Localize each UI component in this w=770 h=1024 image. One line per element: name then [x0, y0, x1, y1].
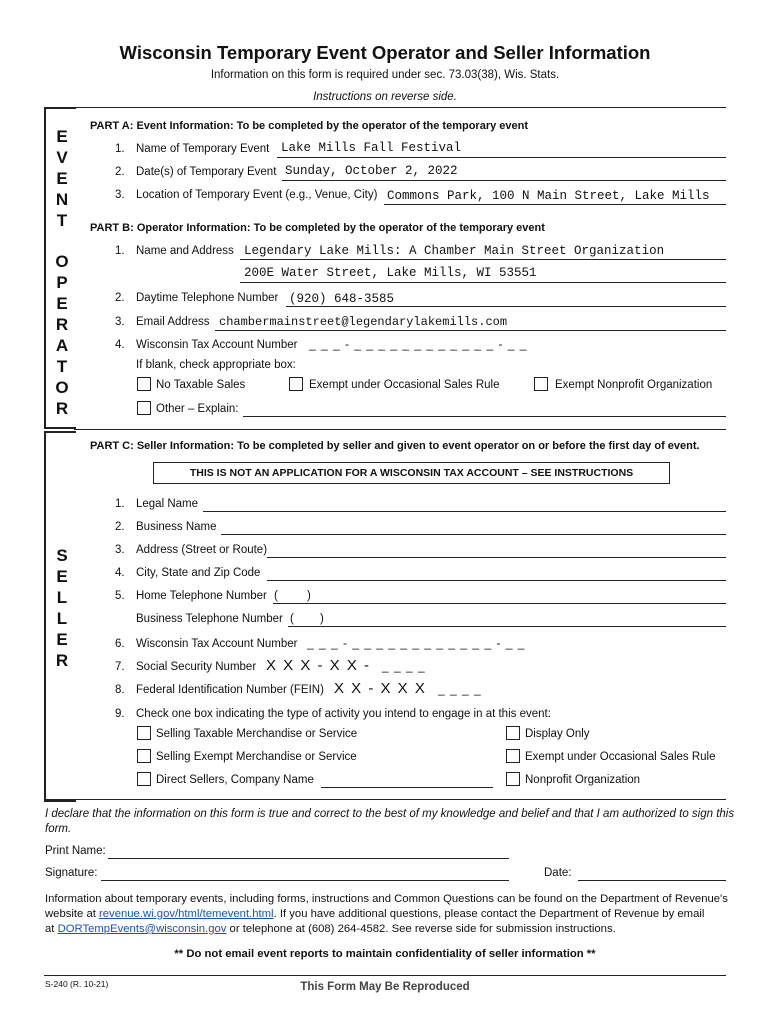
part-c-q4-num: 4. [115, 567, 125, 579]
event-side-letter: N [55, 190, 69, 209]
seller-side-letter: R [55, 651, 69, 670]
other-checkbox[interactable] [137, 401, 151, 415]
part-c-q2-num: 2. [115, 521, 125, 533]
exempt-nonprofit-checkbox[interactable] [534, 377, 548, 391]
event-name-field[interactable]: Lake Mills Fall Festival [281, 141, 462, 155]
part-b-heading: PART B: Operator Information: To be completed by the operator of the temporary event [90, 222, 545, 234]
business-phone-paren-close: ) [320, 613, 324, 625]
operator-side-letter: P [56, 273, 68, 292]
footer-rule [44, 975, 726, 976]
operator-phone-field[interactable]: (920) 648-3585 [289, 292, 395, 306]
other-explain-field[interactable] [243, 416, 726, 417]
event-side-letter: E [56, 169, 68, 188]
part-a-q3-num: 3. [115, 189, 125, 201]
seller-address-field[interactable] [267, 557, 726, 558]
event-side-letter: E [56, 127, 68, 146]
seller-side-letter: S [56, 546, 68, 565]
part-c-q1-num: 1. [115, 498, 125, 510]
operator-side-letter: O [55, 378, 69, 397]
event-side-letter: V [56, 148, 68, 167]
business-phone-paren-open: ( [290, 613, 294, 625]
legal-name-field[interactable] [203, 511, 726, 512]
form-title: Wisconsin Temporary Event Operator and Seller Information [119, 42, 651, 63]
signature-field[interactable] [101, 880, 509, 881]
operator-email-line [215, 330, 726, 331]
part-c-q8-num: 8. [115, 684, 125, 696]
part-a-q3-label: Location of Temporary Event (e.g., Venue, City) [136, 189, 378, 201]
ssn-field[interactable]: _ _ _ _ [382, 659, 426, 673]
display-only-label: Display Only [525, 728, 590, 740]
part-c-q2-label: Business Name [136, 521, 217, 533]
section-divider [74, 429, 726, 430]
home-phone-paren-close: ) [307, 590, 311, 602]
temevent-link[interactable]: revenue.wi.gov/html/temevent.html [99, 908, 274, 920]
company-name-field[interactable] [321, 787, 493, 788]
part-c-heading: PART C: Seller Information: To be completed by seller and given to event operator on or before the first day of event. [90, 440, 700, 452]
other-label: Other – Explain: [156, 403, 239, 415]
operator-address-field[interactable]: 200E Water Street, Lake Mills, WI 53551 [244, 266, 537, 280]
part-a-q1-num: 1. [115, 143, 125, 155]
operator-name-line [240, 259, 726, 260]
date-label: Date: [544, 867, 572, 879]
seller-side-letter: L [56, 609, 68, 628]
selling-exempt-label: Selling Exempt Merchandise or Service [156, 751, 357, 763]
seller-side-letter: E [56, 567, 68, 586]
exempt-nonprofit-label: Exempt Nonprofit Organization [555, 379, 713, 391]
exempt-occasional-label: Exempt under Occasional Sales Rule [309, 379, 500, 391]
part-b-q3-num: 3. [115, 316, 125, 328]
selling-taxable-label: Selling Taxable Merchandise or Service [156, 728, 358, 740]
event-date-line [282, 180, 726, 181]
event-name-line [277, 157, 726, 158]
city-state-zip-field[interactable] [267, 580, 726, 581]
operator-side-letter: A [55, 336, 69, 355]
part-b-q2-label: Daytime Telephone Number [136, 292, 279, 304]
part-a-q2-label: Date(s) of Temporary Event [136, 166, 277, 178]
part-b-q1-num: 1. [115, 245, 125, 257]
part-c-q3-label: Address (Street or Route) [136, 544, 268, 556]
no-taxable-sales-label: No Taxable Sales [156, 379, 246, 391]
form-id: S-240 (R. 10-21) [45, 979, 109, 989]
part-c-q9-num: 9. [115, 708, 125, 720]
operator-side-letter: R [55, 315, 69, 334]
ssn-mask: X X X - X X - [266, 657, 371, 674]
operator-side-letter: R [55, 399, 69, 418]
operator-address-line [240, 282, 726, 283]
part-c-q7-num: 7. [115, 661, 125, 673]
business-phone-label: Business Telephone Number [136, 613, 283, 625]
email-warning: ** Do not email event reports to maintain confidentiality of seller information ** [174, 948, 596, 960]
print-name-field[interactable] [108, 858, 509, 859]
selling-taxable-checkbox[interactable] [137, 726, 151, 740]
part-c-q9-label: Check one box indicating the type of activity you intend to engage in at this event: [136, 708, 551, 720]
business-phone-field[interactable] [288, 626, 726, 627]
bottom-rule [44, 799, 726, 800]
fein-mask: X X - X X X [334, 680, 427, 697]
part-c-q3-num: 3. [115, 544, 125, 556]
dor-email-link[interactable]: DORTempEvents@wisconsin.gov [57, 923, 227, 935]
part-a-q2-num: 2. [115, 166, 125, 178]
part-b-q3-label: Email Address [136, 316, 210, 328]
info-line-3a: at [45, 923, 58, 935]
operator-email-field[interactable]: chambermainstreet@legendarylakemills.com [219, 315, 508, 329]
seller-exempt-occasional-label: Exempt under Occasional Sales Rule [525, 751, 716, 763]
event-side-letter: T [56, 211, 68, 230]
home-phone-field[interactable] [273, 603, 726, 604]
no-taxable-sales-checkbox[interactable] [137, 377, 151, 391]
info-line-2 [45, 908, 704, 920]
operator-side-letter: O [55, 252, 69, 271]
business-name-field[interactable] [221, 534, 726, 535]
fein-field[interactable]: _ _ _ _ [438, 682, 482, 696]
print-name-label: Print Name: [45, 845, 106, 857]
top-rule [44, 107, 726, 108]
selling-exempt-checkbox[interactable] [137, 749, 151, 763]
nonprofit-checkbox[interactable] [506, 772, 520, 786]
part-c-q4-label: City, State and Zip Code [136, 567, 261, 579]
operator-name-field[interactable]: Legendary Lake Mills: A Chamber Main Street Organization [244, 244, 665, 258]
direct-sellers-label: Direct Sellers, Company Name [156, 774, 314, 786]
part-c-q1-label: Legal Name [136, 498, 199, 510]
info-line-1: Information about temporary events, including forms, instructions and Common Questions can be found on the Department of Revenue's [45, 893, 728, 905]
info-line-2b: . If you have additional questions, please contact the Department of Revenue by email [273, 908, 705, 920]
nonprofit-label: Nonprofit Organization [525, 774, 641, 786]
part-b-q4-num: 4. [115, 339, 125, 351]
event-date-field[interactable]: Sunday, October 2, 2022 [285, 164, 458, 178]
part-a-q1-label: Name of Temporary Event [136, 143, 270, 155]
operator-phone-line [286, 306, 726, 307]
instructions-note: Instructions on reverse side. [313, 91, 457, 103]
part-c-q8-label: Federal Identification Number (FEIN) [136, 684, 324, 696]
form-subtitle: Information on this form is required under sec. 73.03(38), Wis. Stats. [210, 69, 560, 81]
part-c-q6-label: Wisconsin Tax Account Number [136, 638, 298, 650]
home-phone-paren-open: ( [274, 590, 278, 602]
event-location-line [384, 204, 726, 205]
part-a-heading: PART A: Event Information: To be completed by the operator of the temporary event [90, 120, 529, 132]
reproduced-note: This Form May Be Reproduced [300, 981, 470, 993]
part-b-q4-label: Wisconsin Tax Account Number [136, 339, 298, 351]
seller-side-letter: L [56, 588, 68, 607]
part-c-q7-label: Social Security Number [136, 661, 257, 673]
info-line-3b: or telephone at (608) 264-4582. See reverse side for submission instructions. [226, 923, 616, 935]
part-b-q2-num: 2. [115, 292, 125, 304]
notice-text: THIS IS NOT AN APPLICATION FOR A WISCONSIN TAX ACCOUNT – SEE INSTRUCTIONS [189, 467, 634, 479]
event-location-field[interactable]: Commons Park, 100 N Main Street, Lake Mills [387, 189, 710, 203]
signature-label: Signature: [45, 867, 98, 879]
info-line-2a: website at [45, 908, 100, 920]
date-field[interactable] [578, 880, 726, 881]
display-only-checkbox[interactable] [506, 726, 520, 740]
declaration-text: I declare that the information on this form is true and correct to the best of my knowledge and belief and that I am authorized to sign this form. [45, 808, 735, 835]
operator-side-letter: E [56, 294, 68, 313]
seller-exempt-occasional-checkbox[interactable] [506, 749, 520, 763]
part-c-q5-num: 5. [115, 590, 125, 602]
seller-tax-account-field[interactable]: _ _ _ - _ _ _ _ _ _ _ _ _ _ _ _ - _ _ [307, 636, 526, 650]
direct-sellers-checkbox[interactable] [137, 772, 151, 786]
part-c-q6-num: 6. [115, 638, 125, 650]
part-b-q1-label: Name and Address [136, 245, 234, 257]
seller-side-letter: E [56, 630, 68, 649]
blank-note: If blank, check appropriate box: [136, 359, 296, 371]
operator-tax-account-field[interactable]: _ _ _ - _ _ _ _ _ _ _ _ _ _ _ _ - _ _ [309, 337, 528, 351]
part-c-q5-label: Home Telephone Number [136, 590, 267, 602]
operator-side-letter: T [56, 357, 68, 376]
info-line-3 [45, 923, 616, 935]
exempt-occasional-checkbox[interactable] [289, 377, 303, 391]
